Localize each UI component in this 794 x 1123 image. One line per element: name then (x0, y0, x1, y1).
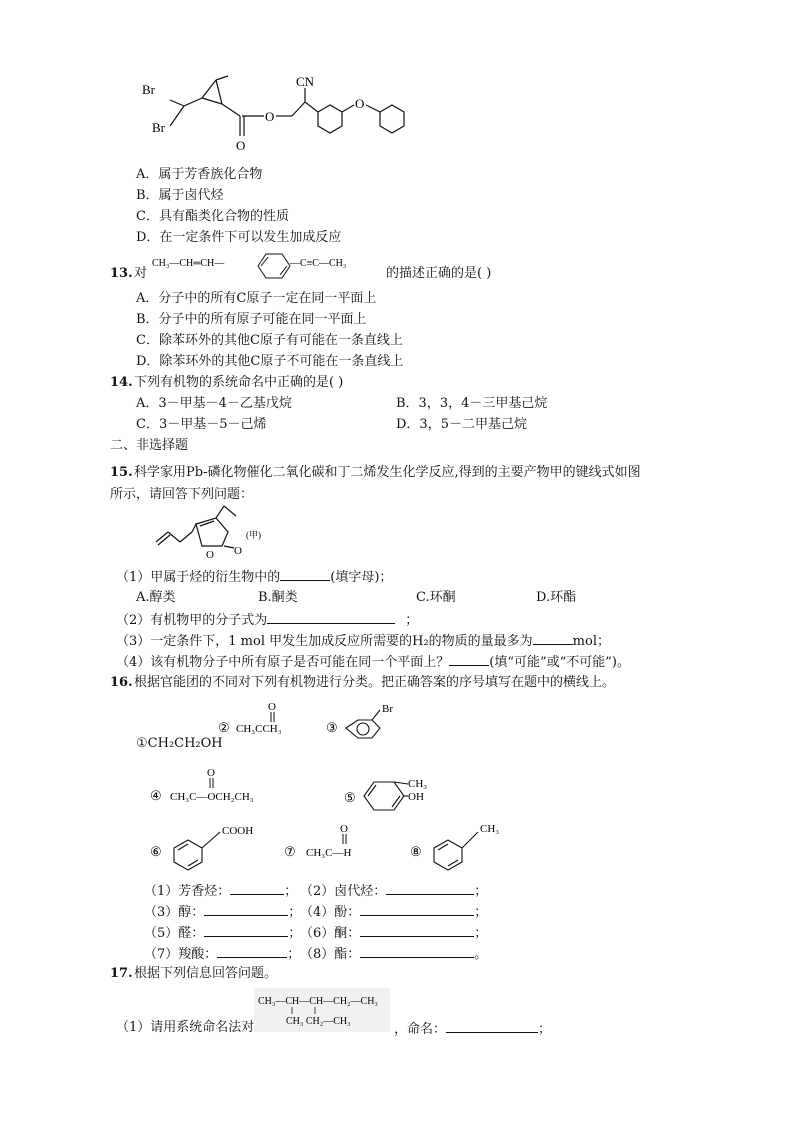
q15-sub1-end: (填字母)； (330, 570, 393, 585)
q16-c4-o: O (207, 767, 215, 779)
q16-c6-cooh: COOH (222, 825, 254, 837)
q15-sub3-label: （3）一定条件下，1 mol 甲发生加成反应所需要的H₂的物质的量最多为 (116, 634, 533, 649)
q15-fig-label: (甲) (246, 530, 261, 540)
q15-sub1-label: （1）甲属于烃的衍生物中的 (116, 570, 281, 585)
q15-sub3-end: mol； (572, 634, 610, 649)
q16-c3-num: ③ (326, 720, 338, 735)
q17-sub1-label: （1）请用系统命名法对 (116, 1020, 255, 1035)
q16-answer-3-blank[interactable] (204, 903, 288, 916)
q17-sub1-answer (394, 1020, 551, 1038)
q16-c2-o: O (268, 701, 276, 713)
q15-sub3 (116, 632, 610, 650)
q16-answer-4: （4）酚： ； (300, 905, 488, 920)
q12-option-b: B．属于卤代烃 (136, 188, 224, 203)
q15-sub1 (116, 568, 392, 586)
q16-c5-num: ⑤ (344, 790, 356, 805)
q16-c8-num: ⑧ (410, 844, 422, 859)
q13-option-c: C．除苯环外的其他C原子有可能在一条直线上 (136, 333, 403, 348)
q13-formula-left: CH₃—CH═CH— (152, 258, 225, 269)
q16-c8-ch3: CH₃ (480, 823, 500, 835)
q12-o-ester: O (265, 109, 275, 124)
q12-structure (140, 72, 420, 154)
q15-sub4-end: (填“可能”或“不可能”)。 (489, 655, 631, 670)
q14-option-b: B．3，3，4－三甲基己烷 (396, 396, 548, 411)
q17-sub1-mid: ，命名： (394, 1022, 447, 1037)
q17-structure (254, 988, 392, 1034)
q14-number: 14. (110, 375, 133, 390)
q16-compound-3 (326, 700, 406, 750)
q15-sub1-option-a: A.醇类 (136, 590, 176, 605)
q16-compound-1: ①CH₂CH₂OH (136, 736, 223, 751)
q16-answer-2: （2）卤代烃： ； (300, 884, 488, 899)
q16-answer-4-blank[interactable] (360, 903, 474, 916)
q15-sub1-blank[interactable] (280, 568, 330, 581)
q17-stem: 根据下列信息回答问题。 (134, 966, 278, 981)
q16-stem: 根据官能团的不同对下列有机物进行分类。把正确答案的序号填写在题中的横线上。 (134, 675, 616, 690)
q16-c7-formula: CH₃C—H (306, 847, 352, 859)
q15-sub1-option-d: D.环酯 (536, 590, 577, 605)
q15-sub2-label: （2）有机物甲的分子式为 (116, 613, 268, 628)
q13-option-d: D．除苯环外的其他C原子不可能在一条直线上 (136, 354, 404, 369)
q12-option-a: A．属于芳香族化合物 (136, 167, 263, 182)
q12-br2: Br (152, 120, 165, 135)
q16-c4-num: ④ (150, 788, 162, 803)
q16-c3-br: Br (382, 703, 393, 715)
q15-sub1-option-c: C.环酮 (416, 590, 456, 605)
q16-answer-2-blank[interactable] (386, 882, 474, 895)
q14-option-a: A．3－甲基－4－乙基戊烷 (136, 396, 292, 411)
q16-answer-5: （5）醛： ； (144, 926, 302, 941)
q16-compound-5 (344, 770, 464, 816)
q15-sub2-end: ； (405, 613, 419, 628)
q16-c4-formula: CH₃C—OCH₂CH₃ (170, 791, 254, 803)
q13-structure (152, 250, 382, 280)
q17-formula-bottom: CH₃ CH₂—CH₃ (286, 1016, 351, 1027)
q16-c7-num: ⑦ (284, 844, 296, 859)
q12-option-d: D．在一定条件下可以发生加成反应 (136, 230, 342, 245)
q16-compound-7 (284, 820, 394, 864)
q15-sub4-blank[interactable] (449, 653, 489, 666)
q16-answer-7-blank[interactable] (217, 945, 287, 958)
q16-c2-formula: CH₃CCH₃ (236, 723, 282, 735)
q16-c2-num: ② (218, 720, 230, 735)
q15-sub4-label: （4）该有机物分子中所有原子是否可能在同一个平面上？ (116, 655, 450, 670)
q15-sub2 (116, 611, 418, 629)
q16-answer-8: （8）酯： 。 (300, 947, 488, 962)
q14-option-d: D．3，5－二甲基己烷 (396, 417, 527, 432)
q16-answer-1: （1）芳香烃： ； (144, 884, 298, 899)
q15-fig-o-carbonyl: O (234, 545, 242, 557)
q16-c6-num: ⑥ (150, 844, 162, 859)
q16-compound-4 (150, 762, 350, 806)
section-heading: 二、非选择题 (110, 438, 189, 453)
q13-number: 13. (110, 266, 133, 281)
q16-answer-5-blank[interactable] (204, 924, 288, 937)
q17-number: 17. (110, 966, 133, 981)
q16-compound-8 (410, 818, 520, 874)
q12-o-carbonyl: O (236, 138, 246, 153)
q12-cn: CN (296, 74, 315, 89)
q13-post: 的描述正确的是( ) (386, 266, 492, 281)
q12-br1: Br (142, 82, 155, 97)
q17-sub1-blank[interactable] (446, 1020, 538, 1033)
q16-c7-o: O (340, 823, 348, 835)
q14-option-c: C．3－甲基－5－己烯 (136, 417, 267, 432)
q17-formula-top: CH₃—CH—CH—CH₂—CH₃ (258, 996, 378, 1007)
q16-c5-ch3: CH₃ (408, 778, 428, 790)
q15-number: 15. (110, 465, 133, 480)
q15-fig-o-ring: O (206, 549, 214, 561)
q16-compound-2 (214, 700, 314, 740)
q16-answer-8-blank[interactable] (360, 945, 474, 958)
q13-formula-right: —C≡C—CH₃ (290, 258, 347, 269)
q16-answer-7: （7）羧酸： ； (144, 947, 301, 962)
q16-number: 16. (110, 675, 133, 690)
q16-answer-1-blank[interactable] (230, 882, 284, 895)
q16-answer-3: （3）醇： ； (144, 905, 302, 920)
q13-option-a: A．分子中的所有C原子一定在同一平面上 (136, 291, 377, 306)
q16-compound-6 (150, 818, 280, 874)
q15-sub2-blank[interactable] (267, 611, 395, 624)
q15-sub3-blank[interactable] (533, 632, 573, 645)
q13-option-b: B．分子中的所有原子可能在同一平面上 (136, 312, 367, 327)
q12-o-ether: O (355, 96, 365, 111)
q17-sub1-end: ； (538, 1022, 552, 1037)
q15-stem-line1: 科学家用Pb-磷化物催化二氧化碳和丁二烯发生化学反应,得到的主要产物甲的键线式如图 (134, 465, 641, 480)
q16-c5-oh: OH (408, 791, 424, 803)
q15-structure (148, 502, 278, 562)
q15-stem-line2: 所示，请回答下列问题： (110, 487, 254, 502)
q15-sub1-option-b: B.酮类 (258, 590, 298, 605)
q16-answer-6: （6）酮： ； (300, 926, 488, 941)
q16-answer-6-blank[interactable] (360, 924, 474, 937)
q12-option-c: C．具有酯类化合物的性质 (136, 209, 289, 224)
q13-pre: 对 (134, 266, 148, 281)
q15-sub4 (116, 653, 630, 671)
q14-stem: 下列有机物的系统命名中正确的是( ) (134, 375, 344, 390)
